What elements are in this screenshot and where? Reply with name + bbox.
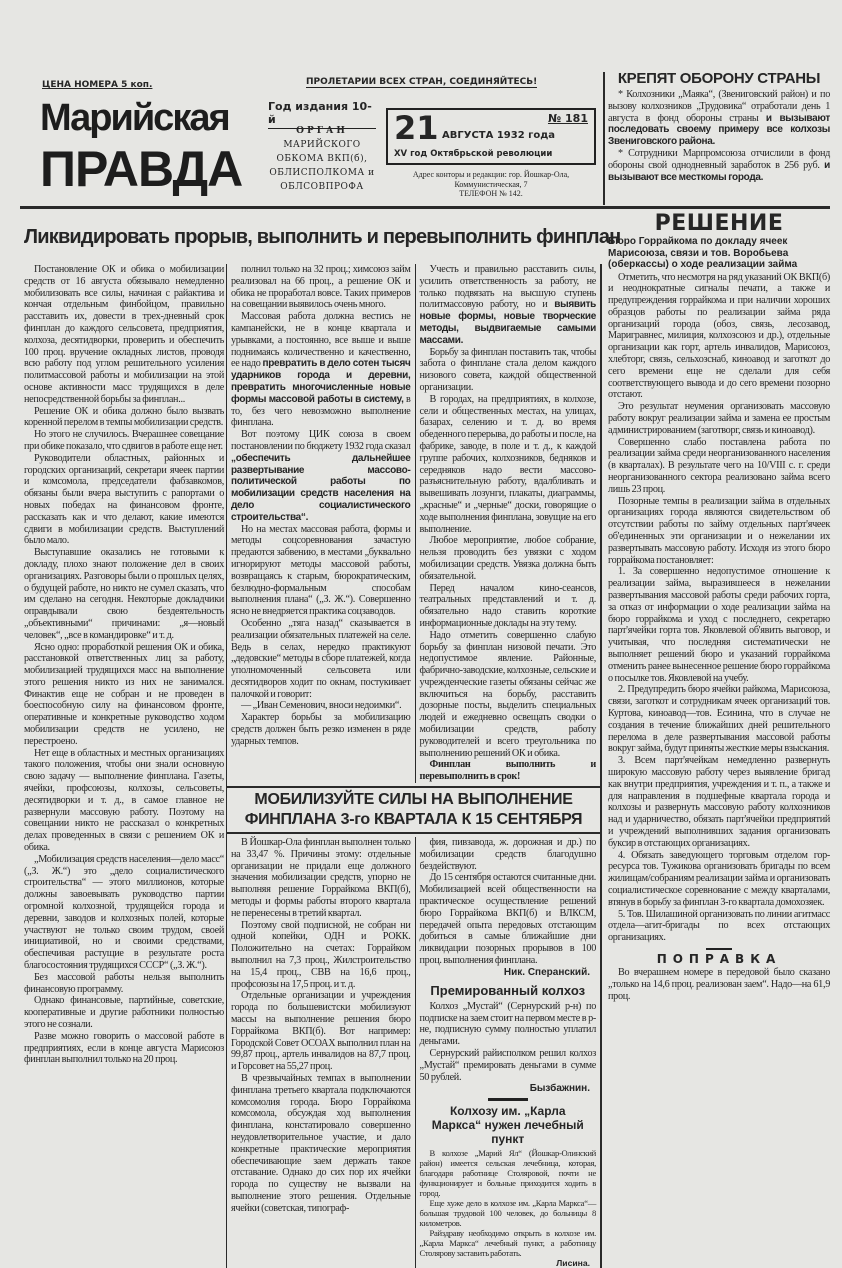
second-row: [227, 837, 600, 1268]
paragraph: До 15 сентября остаются считанные дни. Мобилизацией всей общественности на практическое осуществление решений бюро Горрайкома ВКП(б) и ВЛКСМ, передачей опыта передовых отстающим добиться в самые ближайшие дни ликвидации позорных прорывов в 100 проц. выполнения финплана.: [419, 872, 596, 967]
issue-day: 21: [394, 109, 439, 147]
second-column-2: [415, 837, 601, 1268]
paragraph: Без массовой работы нельзя выполнить финансовую программу.: [24, 971, 224, 995]
correction: [608, 952, 830, 1002]
organ-line: ОБЛИСПОЛКОМА и: [269, 168, 375, 178]
paragraph: Отдельные организации и учреждения города по большевистски мобилизуют массы на выполнение решения бюро Горрайкома ВКП(б). Вот например: Городской Совет ОСОАХ выполнил план на 99,87 проц., артель инвалидов на 87,7 проц. и Горсовет на 55,27 проц.: [231, 990, 411, 1073]
center-block: [226, 264, 602, 1268]
paragraph: [420, 264, 597, 347]
paragraph: Нет еще в областных и местных организациях такого положения, чтобы они знали основную свою задачу — выполнение финплана. Газеты, ячейки, профсоюзы, колхозы, сельсоветы, десятидворки и т. д., в самое главное не развернули массовую работу. Поэтому на совещании никто не рассказал о конкретных делах проведенных в связи с решением ОК и обика.: [24, 747, 224, 854]
paragraph: Характер борьбы за мобилизацию средств должен быть резко изменен в ряде ударных темпов.: [231, 712, 411, 747]
masthead-divider: [603, 72, 605, 205]
paragraph-text: в то, без чего невозможно выполнение финплана.: [231, 393, 411, 429]
paragraph: [231, 311, 411, 429]
paragraph: Но на местах массовая работа, формы и методы соцсоревнования зачастую предаются забвению, в местами „буквально игнорируют методы массовой работы, возвращаясь к старым, бюрократическим, безлюдно-формальным способам выполнения плана“ („З. Ж.“). Совершенно ясно не внедряется практика соцзаводов.: [231, 523, 411, 618]
paragraph: Разве можно говорить о массовой работе в предприятиях, если в конце августа Марисоюз финплан выполнил только на 20 проц.: [24, 1030, 224, 1066]
masthead-rule: [20, 206, 830, 209]
defense-item-bold: и вызывают последовать своему примеру все колхозы Звениговского района.: [608, 112, 831, 148]
address: [386, 170, 596, 199]
separator: [706, 948, 732, 950]
paragraph: — „Иван Семенович, вноси недоимки“.: [241, 700, 402, 712]
paragraph: 4. Обязать заведующего торговым отделом гор-ресурса тов. Тужикова организовать бригады по всем жилищам/собраниям реализации займа и организовать социалистическое соревнование с между кварталами, втянув в борьбу за финплан 3-го квартала домохозяек.: [608, 849, 830, 908]
paragraph-bold: „обеспечить дальнейшее развертывание массово-политической работы по мобилизации средств населения на дело социалистического строительства“.: [231, 452, 411, 523]
organ-block: [266, 124, 378, 194]
lead-column-1: [24, 264, 224, 1066]
paragraph: Однако финансовые, партийные, советские, кооперативные и другие работники полностью этого не сознали.: [24, 995, 224, 1030]
defense-item-text: * Сотрудники Марпромсоюза отчислили в фонд обороны свой однодневный заработок в 256 руб.: [608, 147, 830, 171]
defense-item: [608, 89, 830, 148]
paragraph: Перед началом кино-сеансов, театральных представлений и т. д. обязательно надо ставить короткие информационные доклады на эту тему.: [419, 582, 596, 629]
lead-column-2: [227, 264, 415, 783]
signature: Лисина.: [556, 1258, 590, 1268]
paragraph: В колхозе „Марий Ял“ (Йошкар-Олинский район) имеется сельская лечебница, которая, благодаря работнице Столяровой, почти не функционирует и больные приходится ходить в город.: [419, 1148, 596, 1199]
paragraph: Надо отметить совершенно слабую борьбу за финплан низовой печати. Это недопустимое явление. Районные, фабрично-заводские, колхозные, сельские и учрежденческие газеты обязаны сейчас же включиться на борьбу, расставить дозорные посты, выделить специальных людей и ежедневно освещать сводки о мобилизации средств, работу руководителей и всего треугольника по выполнению решений ОК и обика.: [419, 629, 596, 759]
paragraph: полнил только на 32 проц.; химсоюз займ реализовал на 66 проц., а решение ОК и обика не проработал вовсе. Таких примеров на совещании выявилось очень много.: [231, 264, 411, 311]
paragraph: фия, пивзавода, ж. дорожная и др.) по мобилизации средств благодушно бездействуют.: [419, 837, 596, 872]
paragraph: Но этого не случилось. Вчерашнее совещание при обике показало, что сдвигов в работе еще нет.: [24, 429, 224, 452]
paragraph-bold: превратить в дело сотен тысяч ударников города и деревни, превратить многочисленные новые формы массовой работы в систему,: [231, 358, 411, 405]
decision-subtitle: Бюро Горрайкома по докладу ячеек Марисоюза, связи и тов. Воробьева (оберкассы) о ходе реализации займа: [608, 236, 798, 270]
revolution-year: XV год Октябрьской революции: [394, 149, 553, 159]
paragraph: Отметить, что несмотря на ряд указаний ОК ВКП(б) и неоднократные сигналы печати, а также и предупреждения горрайкома и при наличии хороших образцов работы по реализации займа ряда организаций города (обоз, связь, лесозавод, Маригравнес, милиция, колхозсоюз и др.), отдельные организации как горт, артель инвалидов, Марисоюз, хлебторг, связь, сельхозснаб, киноавод и заготкот до сего времени еще не сделали для себя соответствующего вывода и до сего времени позорно отстают.: [608, 271, 830, 401]
paragraph: Ясно одно: проработкой решения ОК и обика, расстановкой ответственных лиц за работу, мобилизацией трудящихся масс на выполнение этого решения никто из них не занимался. Финактив еще не собран и не проведен в боеспособную силу на финансовом фронте, оперативные и конкретные руководство ходом мобилизации средств не усилено, не перестроено.: [24, 641, 224, 747]
second-headline: МОБИЛИЗУЙТЕ СИЛЫ НА ВЫПОЛНЕНИЕ ФИНПЛАНА 3-го КВАРТАЛА К 15 СЕНТЯБРЯ: [227, 786, 600, 834]
issue-month-year: АВГУСТА 1932 года: [442, 130, 556, 141]
paragraph: Позорные темпы в реализации займа в отдельных организациях города являются свидетельством об отсутствии работы по займу отдельных парт'ячеек об'единенных эти организации и о нежелании их развертывать массовую работу. Исходя из этого бюро горрайкома постановляет:: [608, 495, 830, 566]
correction-text: Во вчерашнем номере в передовой было сказано „только на 14,6 проц. реализован заем“. Надо—на 61,9 проц.: [608, 966, 830, 1002]
paragraph: В Йошкар-Ола финплан выполнен только на 33,47 %. Причины этому: отдельные организации не придали еще должного значения мобилизации средств, упорно не выполняя решение Горрайкома ВКП(б), методы и формы работы второго квартала не перенесены в третий квартал.: [231, 837, 411, 919]
signature: Ник. Сперанский.: [503, 966, 590, 978]
decision-title: РЕШЕНИЕ: [654, 211, 784, 236]
defense-item-text: * Колхозники „Маяка“, (Звениговский район) и по вызову колхозников „Трудовика“ отработали день 1 августа в фонд обороны страны: [608, 89, 830, 124]
paragraph: Райздраву необходимо открыть в колхозе им. „Карла Маркса“ лечебный пункт, а работницу Столярову заставить работать.: [419, 1228, 596, 1259]
paragraph-text: Вот поэтому ЦИК союза в своем постановлении по бюджету 1932 года сказал: [231, 429, 411, 452]
paragraph: Решение ОК и обика должно было вызвать коренной перелом в темпы мобилизации средств.: [24, 405, 224, 429]
premium-title: Премированный колхоз: [430, 982, 586, 998]
paragraph-text: Учесть и правильно расставить силы, усилить ответственность за работу, не только подвязать на высшую ступень политмассовую работу, но и: [419, 264, 596, 311]
paragraph: 1. За совершенно недопустимое отношение к реализации займа, выразившееся в нежелании развертывания массовой работы среди рабочих горта, за отказ от информации о ходе реализации займа на бюро горрайкома и уход с последнего, секретарю парт'ячейки горта тов. Яковлевой об'явить выговор, и учитывая, что последняя систематически не выполняет решений бюро и указаний горрайкома отменить ранее вынесенное решение бюро горрайкома о посылке тов. Яковлевой на учебу.: [608, 566, 830, 684]
decision-column: [608, 212, 830, 1002]
paragraph: Финплан выполнить и перевыполнить в срок!: [419, 759, 596, 783]
organ-line: ОРГАН: [296, 126, 348, 136]
price-label: ЦЕНА НОМЕРА 5 коп.: [42, 80, 153, 90]
slogan: ПРОЛЕТАРИИ ВСЕХ СТРАН, СОЕДИНЯЙТЕСЬ!: [306, 77, 538, 87]
signature: Бызбажнин.: [529, 1083, 590, 1095]
correction-title: ПОПРАВКА: [656, 951, 782, 966]
paragraph: Еще хуже дело в колхозе им. „Карла Маркса“—большая трудовой 100 человек, до больницы 8 километров.: [419, 1198, 596, 1229]
paragraph: Колхоз „Мустай“ (Сернурский р-н) по подписке на заем стоит на первом месте в р-не, подписную сумму полностью уплатил деньгами.: [419, 1000, 596, 1048]
paragraph: Это результат неумения организовать массовую работу вокруг реализации займа и замена ее простым администрированием (заготворг, связь и киноавод).: [608, 401, 830, 436]
newspaper-logo: [40, 96, 255, 198]
paragraph: Руководители областных, районных и городских организаций, секретари ячеек партии и комсомола, председатели фабзавкомов, обязаны были вчера выступить с рапортами о новых победах на финансовом фронте, рассказать как и что делают, какие имеются сдвиги в мобилизации средств. Выступлений было мало.: [24, 452, 224, 547]
issue-number: № 181: [547, 112, 588, 125]
address-text: Адрес конторы и редакции: гор. Йошкар-Ола, Коммунистическая, 7: [412, 170, 570, 189]
paragraph-bold: выявить новые формы, новые творческие методы, выдвигаемые самыми массами.: [419, 299, 597, 346]
paragraph: Любое мероприятие, любое собрание, нельзя проводить без увязки с ходом мобилизации средств. Увязка должна быть обязательной.: [419, 535, 596, 582]
lead-row: [227, 264, 600, 783]
paragraph: „Мобилизация средств населения—дело масс“ („З. Ж.“) это „дело социалистического строительства“ — этого миллионов, которые должны завоевывать руководство партии огромной колхозной, трудящейся города и деревни, заводов и колхозных полей, которые участвуют не только своим трудом, своей инициативой, но и своими средствами, обеспечивая растущие в результате роста благосостояния трудящихся СССР“ („З. Ж.“).: [24, 853, 224, 972]
paragraph: Поэтому свой подписной, не собран ни одной копейки, ОДН и РОКК. Положительно на счетах: Горрайком выполнил на 7,3 проц., Жилстроительство на 15,4 проц., СВВ на 16,6 проц., профсоюзы на 17,5 проц. и т. д.: [231, 919, 411, 990]
paragraph: Совершенно слабо поставлена работа по реализации займа среди неорганизованного населения (в кварталах). В результате чего на 10/VIII с. г. среди неорганизованного сектора реализовано займа всего лишь 23 проц.: [608, 436, 830, 495]
paragraph: 3. Всем парт'ячейкам немедленно развернуть широкую массовую работу через выявление бригад как внутри предприятия, учреждения и т. п., а также и для направления в подшефные квартала города и колхозы и развернуть массовую работу колхозников над и ударничество, обязать парт'ячейки предприятий и учреждений выполнивших задания организовать буксир в отстающих организациях.: [608, 755, 830, 849]
paragraph: Выступавшие оказались не готовыми к докладу, плохо знают положение дел в своих организациях. Разговоры были о прошлых целях, о будущей работе, но никто не сумел сказать, что им сделано на сегодня. Некоторые докладчики оправдывали свою бездеятельность „объективными“ причинами: „я—новый человек“, „все в командировке“ и т. д.: [24, 547, 224, 641]
defense-news: [608, 70, 830, 183]
defense-item-bold: и вызывают все месткомы города.: [608, 159, 830, 183]
organ-line: МАРИЙСКОГО: [283, 140, 361, 150]
logo-line-1: Марийская: [40, 97, 229, 139]
defense-title: КРЕПЯТ ОБОРОНУ СТРАНЫ: [617, 70, 821, 87]
paragraph: [231, 429, 411, 523]
marx-title: Колхозу им. „Карла Маркса“ нужен лечебный пункт: [431, 1104, 584, 1147]
separator: [488, 1098, 528, 1101]
paragraph: В городах, на предприятиях, в колхозе, сели и общественных местах, на улицах, базарах, селению и т. д. во время обеденного перерыва, до работы и после, на фабрике, заводе, в поле и т. д., к каждой группе рабочих, колхозников, бедняков и середняков надо вести массово-разъяснительную работу, вдалбливать и вывешивать лозунги, плакаты, диаграммы, „красные“ и „черные“ доски, говорящие о ходе выполнения финплана, зовущие на его выполнение.: [419, 393, 596, 535]
main-headline: Ликвидировать прорыв, выполнить и перевыполнить финплан: [24, 226, 621, 248]
publication-year: Год издания 10-й: [268, 100, 376, 129]
paragraph: Сернурский райисполком решил колхоз „Мустай“ премировать деньгами в сумме 50 рублей.: [419, 1048, 596, 1083]
paragraph: 5. Тов. Шилашиной организовать по линии агитмасс отдела—агит-бригады по всех отстающих организациях.: [608, 908, 830, 944]
lead-column-3: [415, 264, 601, 783]
paragraph: Особенно „тяга назад“ сказывается в реализации обязательных платежей на селе. Ведь в селах, нередко практикуют „дедовские“ методы в сборе платежей, когда уполномоченный сельсовета или десятидворов ходит по окнам, постукивает палочкой и говорит:: [231, 617, 411, 700]
defense-item: [608, 148, 830, 183]
paragraph: 2. Предупредить бюро ячейки райкома, Марисоюза, связи, заготкот и сотрудникам ячеек организаций тов. Куртова, киноавод—тов. Есинина, что в случае не создания в течение ближайших дней решительного перелома в деле развертывания массовой работы вокруг займа, будут приняты жесткие меры взыскания.: [608, 684, 830, 755]
organ-line: ОБЛСОВПРОФА: [280, 182, 364, 192]
logo-line-2: ПРАВДА: [40, 141, 243, 197]
paragraph-text: Массовая работа должна вестись не кампанейски, не в конце квартала и урывками, а постоянно, все выше и выше поднимаясь количественно и качественно, ее надо: [231, 311, 411, 370]
organ-line: ОБКОМА ВКП(б),: [276, 154, 368, 164]
date-box: [386, 108, 596, 165]
paragraph: Постановление ОК и обика о мобилизации средств от 16 августа обязывало немедленно мобилизовать все силы, начиная с райактива и кончая отдельным финбойцом, правильно расставить их, довести в трех-дневный срок финплан до каждого сельсовета, предприятия, колхоза, десятидворки, проверить и обеспечить 100 проц. вручение окладных листов, проводя всю работу под углом решительного усиления политмассовой работы и мобилизации на этой основе активности масс трудящихся в деле непосредственной борьбы за финплан...: [24, 264, 224, 405]
phone-text: ТЕЛЕФОН № 142.: [459, 189, 523, 198]
paragraph: В чрезвычайных темпах в выполнении финплана третьего квартала подключаются комсомолия города. Бюро Горрайкома комсомола, обсуждая ход выполнения финплана, констатировало совершенно неудовлетворительное участие, и дало конкретные практические мероприятия обеспечивающие заем держать такое отставание. Однако до сих пор их ячейки города по существу не вызвали на выполнение этого решения. Отдельные ячейки (советская, типограф-: [231, 1073, 411, 1214]
second-column-1: [227, 837, 415, 1268]
paragraph: Борьбу за финплан поставить так, чтобы забота о финплане стала делом каждого низового совета, каждой общественной организации.: [419, 346, 596, 393]
